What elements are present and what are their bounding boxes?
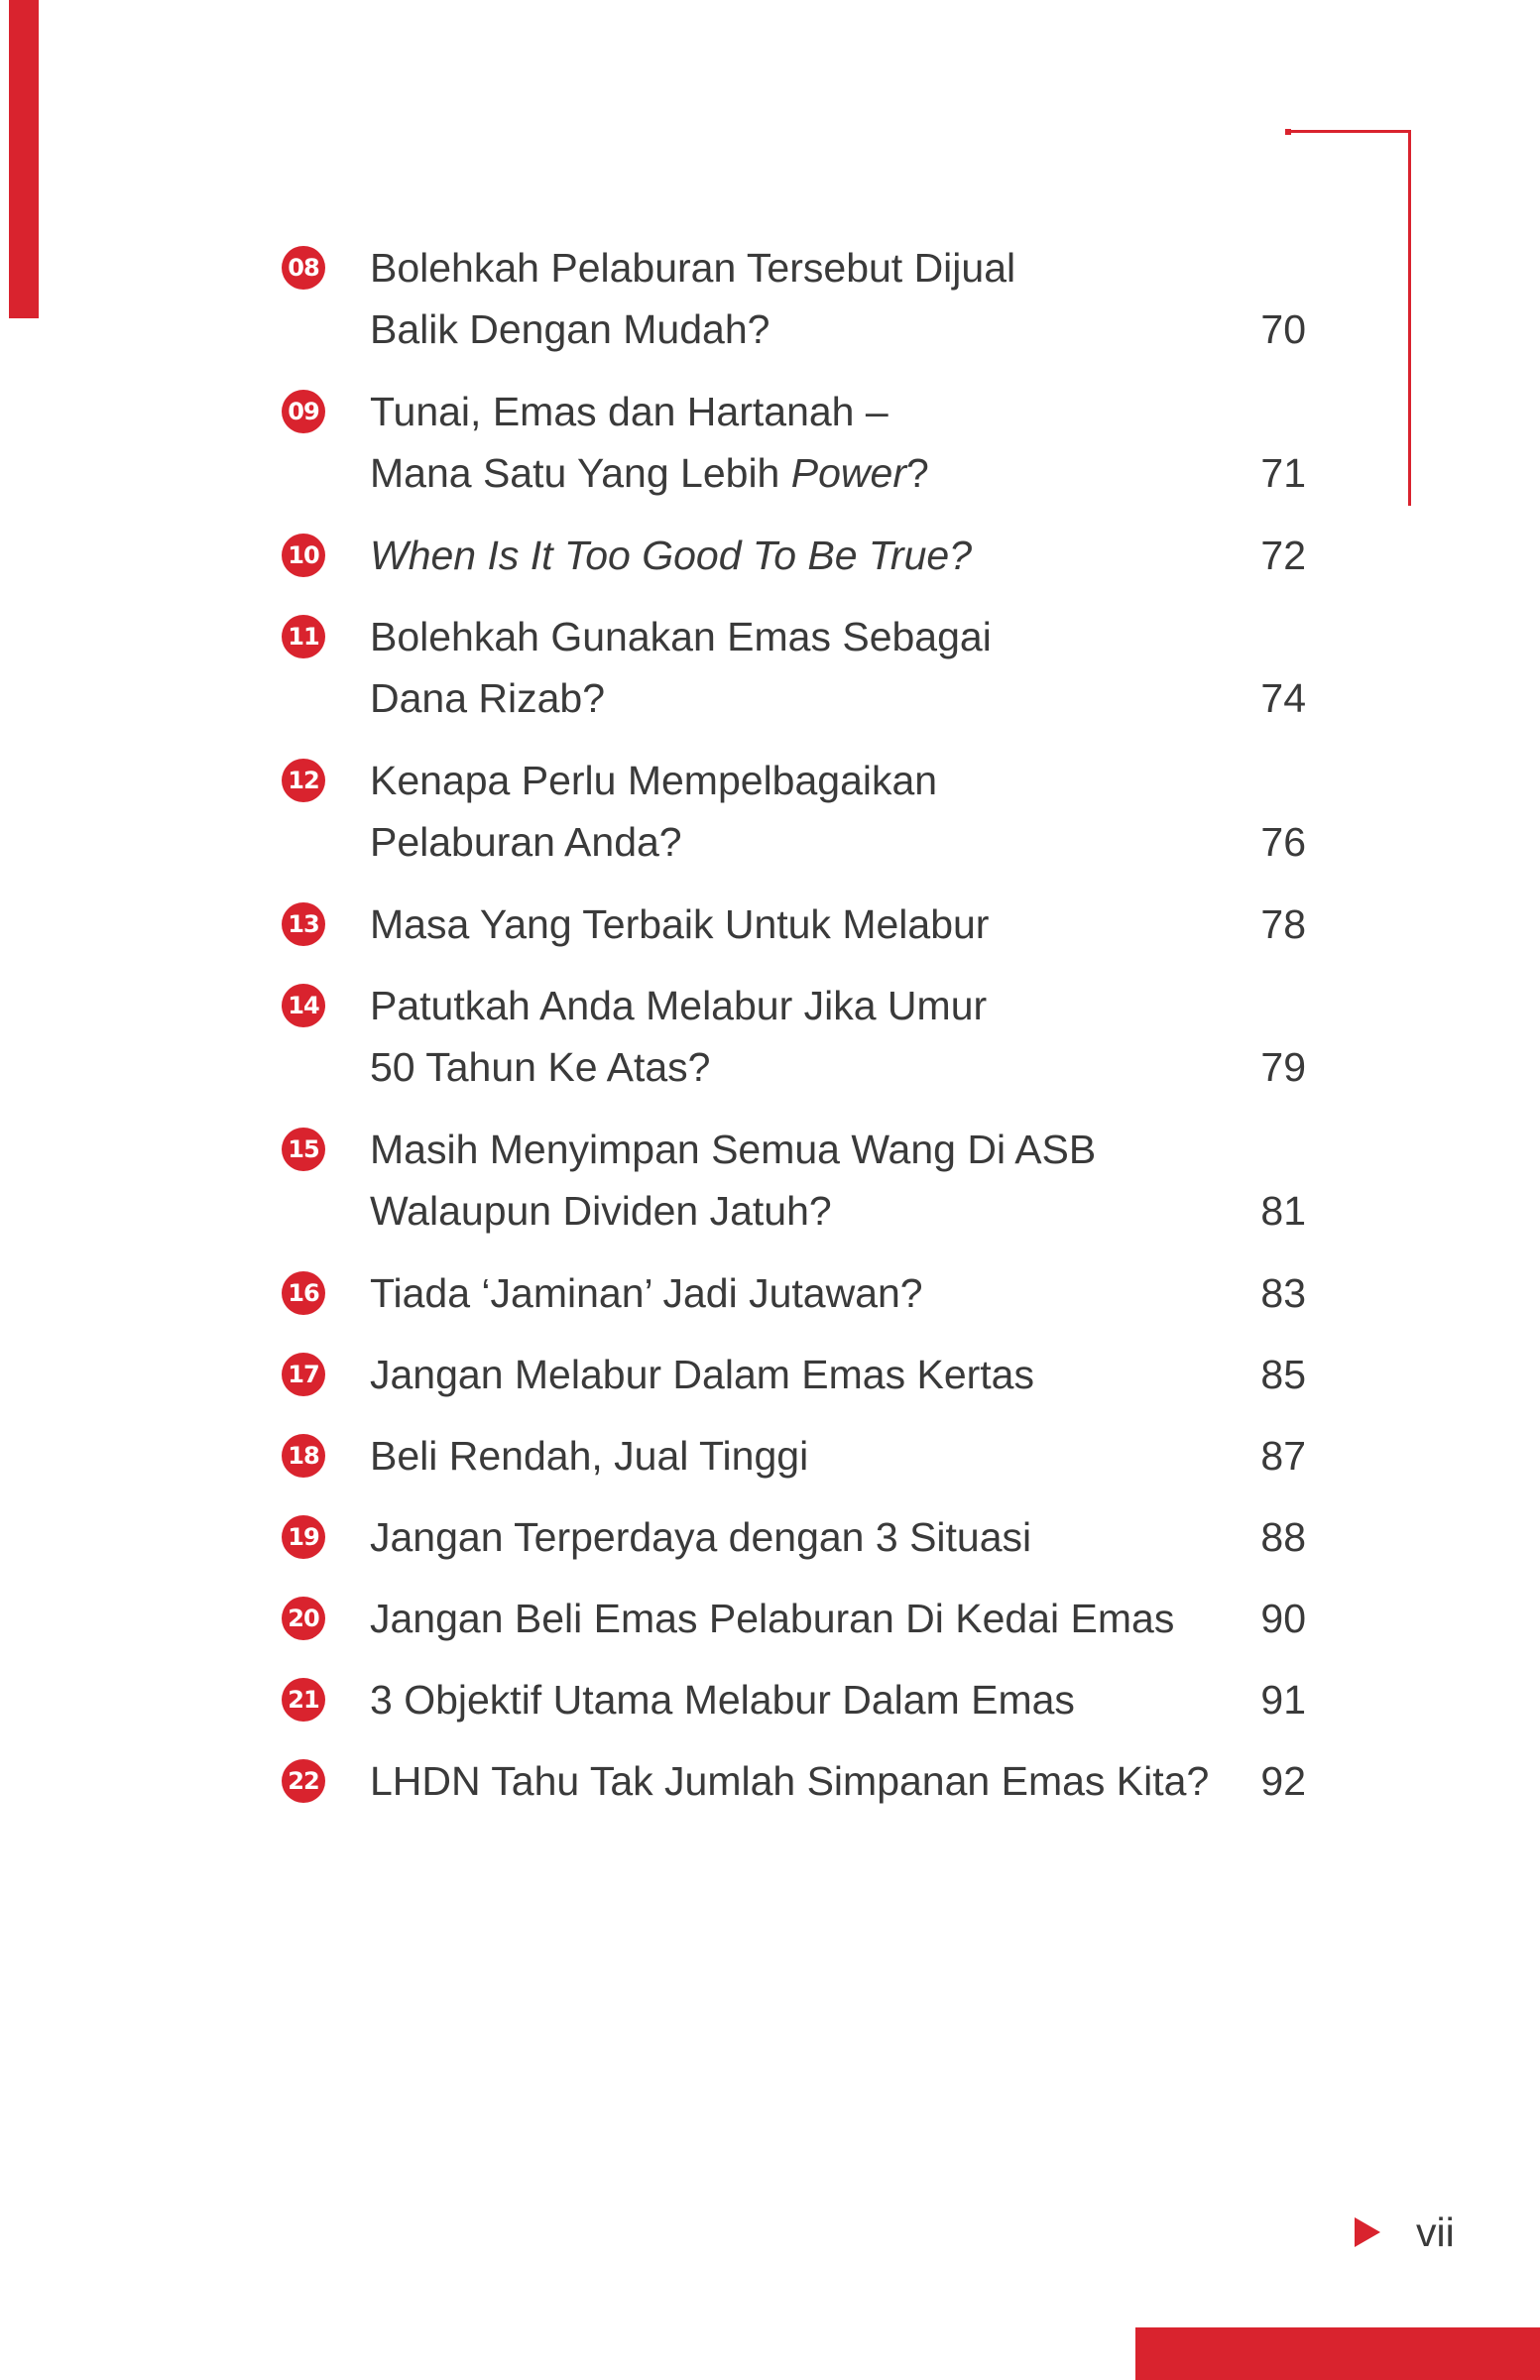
chapter-number-badge: 11 bbox=[282, 615, 325, 658]
entry-title-line: Masih Menyimpan Semua Wang Di ASB bbox=[370, 1127, 1097, 1172]
entry-title-line: Bolehkah Gunakan Emas Sebagai bbox=[370, 614, 992, 659]
triangle-right-icon bbox=[1355, 2217, 1380, 2247]
entry-title-line: Jangan Terperdaya dengan 3 Situasi bbox=[370, 1514, 1032, 1560]
entry-page-number: 78 bbox=[1260, 901, 1306, 947]
entry-page-number: 70 bbox=[1260, 306, 1306, 352]
chapter-number-badge: 10 bbox=[282, 534, 325, 577]
entry-title-line: Jangan Melabur Dalam Emas Kertas bbox=[370, 1352, 1034, 1397]
entry-page-number: 92 bbox=[1260, 1758, 1306, 1804]
entry-page-number: 71 bbox=[1260, 450, 1306, 496]
entry-page-number: 85 bbox=[1260, 1352, 1306, 1397]
corner-bracket-vertical bbox=[1408, 130, 1411, 506]
entry-title-suffix: ? bbox=[905, 450, 929, 496]
entry-title-line: Pelaburan Anda? bbox=[370, 819, 682, 865]
bottom-accent-bar bbox=[1135, 2327, 1540, 2380]
entry-title-line: LHDN Tahu Tak Jumlah Simpanan Emas Kita? bbox=[370, 1758, 1210, 1804]
entry-title-line: Balik Dengan Mudah? bbox=[370, 306, 770, 352]
entry-page-number: 87 bbox=[1260, 1433, 1306, 1479]
entry-page-number: 76 bbox=[1260, 819, 1306, 865]
entry-page-number: 83 bbox=[1260, 1270, 1306, 1316]
chapter-number-badge: 13 bbox=[282, 902, 325, 946]
chapter-number-badge: 14 bbox=[282, 984, 325, 1027]
entry-page-number: 91 bbox=[1260, 1677, 1306, 1723]
entry-title-line: Masa Yang Terbaik Untuk Melabur bbox=[370, 901, 990, 947]
page-folio: vii bbox=[1416, 2209, 1455, 2255]
corner-bracket-horizontal bbox=[1289, 130, 1411, 133]
chapter-number-badge: 08 bbox=[282, 246, 325, 290]
entry-title-line bbox=[370, 442, 929, 504]
entry-page-number: 90 bbox=[1260, 1596, 1306, 1641]
chapter-number-badge: 15 bbox=[282, 1128, 325, 1171]
chapter-number-badge: 18 bbox=[282, 1434, 325, 1478]
chapter-number-badge: 09 bbox=[282, 390, 325, 433]
entry-page-number: 81 bbox=[1260, 1188, 1306, 1234]
chapter-number-badge: 16 bbox=[282, 1271, 325, 1315]
entry-title-line: Patutkah Anda Melabur Jika Umur bbox=[370, 983, 988, 1028]
entry-title-line: Beli Rendah, Jual Tinggi bbox=[370, 1433, 809, 1479]
entry-page-number: 72 bbox=[1260, 533, 1306, 578]
chapter-number-badge: 12 bbox=[282, 759, 325, 802]
entry-title-line: Jangan Beli Emas Pelaburan Di Kedai Emas bbox=[370, 1596, 1175, 1641]
chapter-number-badge: 22 bbox=[282, 1759, 325, 1803]
entry-page-number: 88 bbox=[1260, 1514, 1306, 1560]
entry-title-line: Dana Rizab? bbox=[370, 675, 606, 721]
entry-title-line: Tunai, Emas dan Hartanah – bbox=[370, 389, 888, 434]
entry-title-line: 3 Objektif Utama Melabur Dalam Emas bbox=[370, 1677, 1075, 1723]
chapter-number-badge: 21 bbox=[282, 1678, 325, 1722]
entry-title-line: 50 Tahun Ke Atas? bbox=[370, 1044, 711, 1090]
chapter-number-badge: 19 bbox=[282, 1515, 325, 1559]
chapter-number-badge: 17 bbox=[282, 1353, 325, 1396]
entry-title-line: Bolehkah Pelaburan Tersebut Dijual bbox=[370, 245, 1016, 291]
entry-title-line: Tiada ‘Jaminan’ Jadi Jutawan? bbox=[370, 1270, 923, 1316]
left-accent-bar bbox=[9, 0, 39, 318]
entry-title-text: Mana Satu Yang Lebih bbox=[370, 450, 791, 496]
entry-title-line: When Is It Too Good To Be True? bbox=[370, 533, 972, 578]
entry-page-number: 74 bbox=[1260, 675, 1306, 721]
entry-title-italic: Power bbox=[790, 450, 906, 496]
entry-title-line: Kenapa Perlu Mempelbagaikan bbox=[370, 758, 938, 803]
entry-title-line: Walaupun Dividen Jatuh? bbox=[370, 1188, 832, 1234]
entry-page-number: 79 bbox=[1260, 1044, 1306, 1090]
chapter-number-badge: 20 bbox=[282, 1597, 325, 1640]
